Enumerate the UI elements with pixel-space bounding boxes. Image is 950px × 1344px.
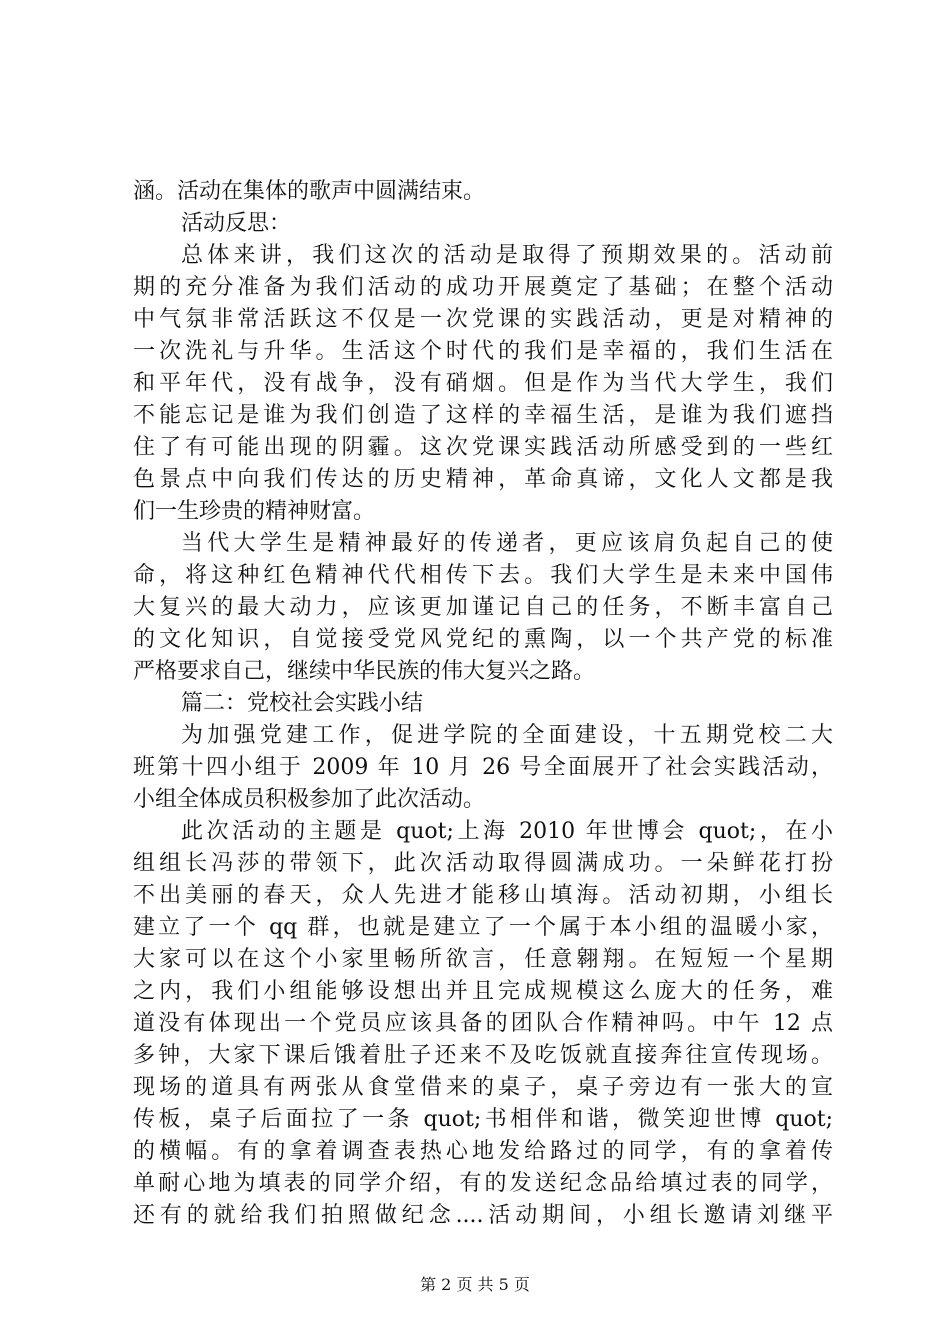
text-line: 不能忘记是谁为我们创造了这样的幸福生活，是谁为我们遮挡	[133, 403, 833, 428]
text-line: 大复兴的最大动力，应该更加谨记自己的任务，不断丰富自己	[133, 595, 833, 620]
text-line: 总体来讲，我们这次的活动是取得了预期效果的。活动前	[181, 243, 833, 268]
text-line: 单耐心地为填表的同学介绍，有的发送纪念品给填过表的同学，	[133, 1171, 833, 1196]
text-line: 活动反思：	[181, 211, 292, 236]
text-line: 命，将这种红色精神代代相传下去。我们大学生是未来中国伟	[133, 563, 833, 588]
text-line: 涵。活动在集体的歌声中圆满结束。	[133, 179, 486, 204]
text-line: 多钟，大家下课后饿着肚子还来不及吃饭就直接奔往宣传现场。	[133, 1043, 833, 1068]
text-line: 不出美丽的春天，众人先进才能移山填海。活动初期，小组长	[133, 883, 833, 908]
text-line: 现场的道具有两张从食堂借来的桌子，桌子旁边有一张大的宣	[133, 1075, 833, 1100]
page-number-footer: 第 2 页 共 5 页	[420, 1275, 530, 1294]
text-line: 道没有体现出一个党员应该具备的团队合作精神吗。中午 12 点	[133, 1011, 833, 1036]
document-body	[133, 176, 833, 1232]
text-line: 期的充分准备为我们活动的成功开展奠定了基础；在整个活动	[133, 275, 833, 300]
text-line: 小组全体成员积极参加了此次活动。	[133, 787, 486, 812]
text-line: 色景点中向我们传达的历史精神，革命真谛，文化人文都是我	[133, 467, 833, 492]
text-line: 大家可以在这个小家里畅所欲言，任意翱翔。在短短一个星期	[133, 947, 833, 972]
text-line: 还有的就给我们拍照做纪念....活动期间，小组长邀请刘继平	[133, 1203, 833, 1228]
text-line: 的文化知识，自觉接受党风党纪的熏陶，以一个共产党的标准	[133, 627, 833, 652]
text-line: 篇二：党校社会实践小结	[181, 691, 424, 716]
text-line: 为加强党建工作，促进学院的全面建设，十五期党校二大	[181, 723, 833, 748]
text-line: 中气氛非常活跃这不仅是一次党课的实践活动，更是对精神的	[133, 307, 833, 332]
text-line: 此次活动的主题是 quot;上海 2010 年世博会 quot;，在小	[181, 819, 833, 844]
text-line: 组组长冯莎的带领下，此次活动取得圆满成功。一朵鲜花打扮	[133, 851, 833, 876]
text-line: 之内，我们小组能够设想出并且完成规模这么庞大的任务，难	[133, 979, 833, 1004]
text-line: 严格要求自己，继续中华民族的伟大复兴之路。	[133, 659, 596, 684]
text-line: 和平年代，没有战争，没有硝烟。但是作为当代大学生，我们	[133, 371, 833, 396]
text-line: 的横幅。有的拿着调查表热心地发给路过的同学，有的拿着传	[133, 1139, 833, 1164]
text-line: 住了有可能出现的阴霾。这次党课实践活动所感受到的一些红	[133, 435, 833, 460]
text-line: 班第十四小组于 2009 年 10 月 26 号全面展开了社会实践活动，	[133, 755, 833, 780]
text-line: 当代大学生是精神最好的传递者，更应该肩负起自己的使	[181, 531, 833, 556]
text-line: 建立了一个 qq 群，也就是建立了一个属于本小组的温暖小家，	[133, 915, 833, 940]
text-line: 们一生珍贵的精神财富。	[133, 499, 376, 524]
text-line: 传板，桌子后面拉了一条 quot;书相伴和谐，微笑迎世博 quot;	[133, 1107, 833, 1132]
text-line: 一次洗礼与升华。生活这个时代的我们是幸福的，我们生活在	[133, 339, 833, 364]
